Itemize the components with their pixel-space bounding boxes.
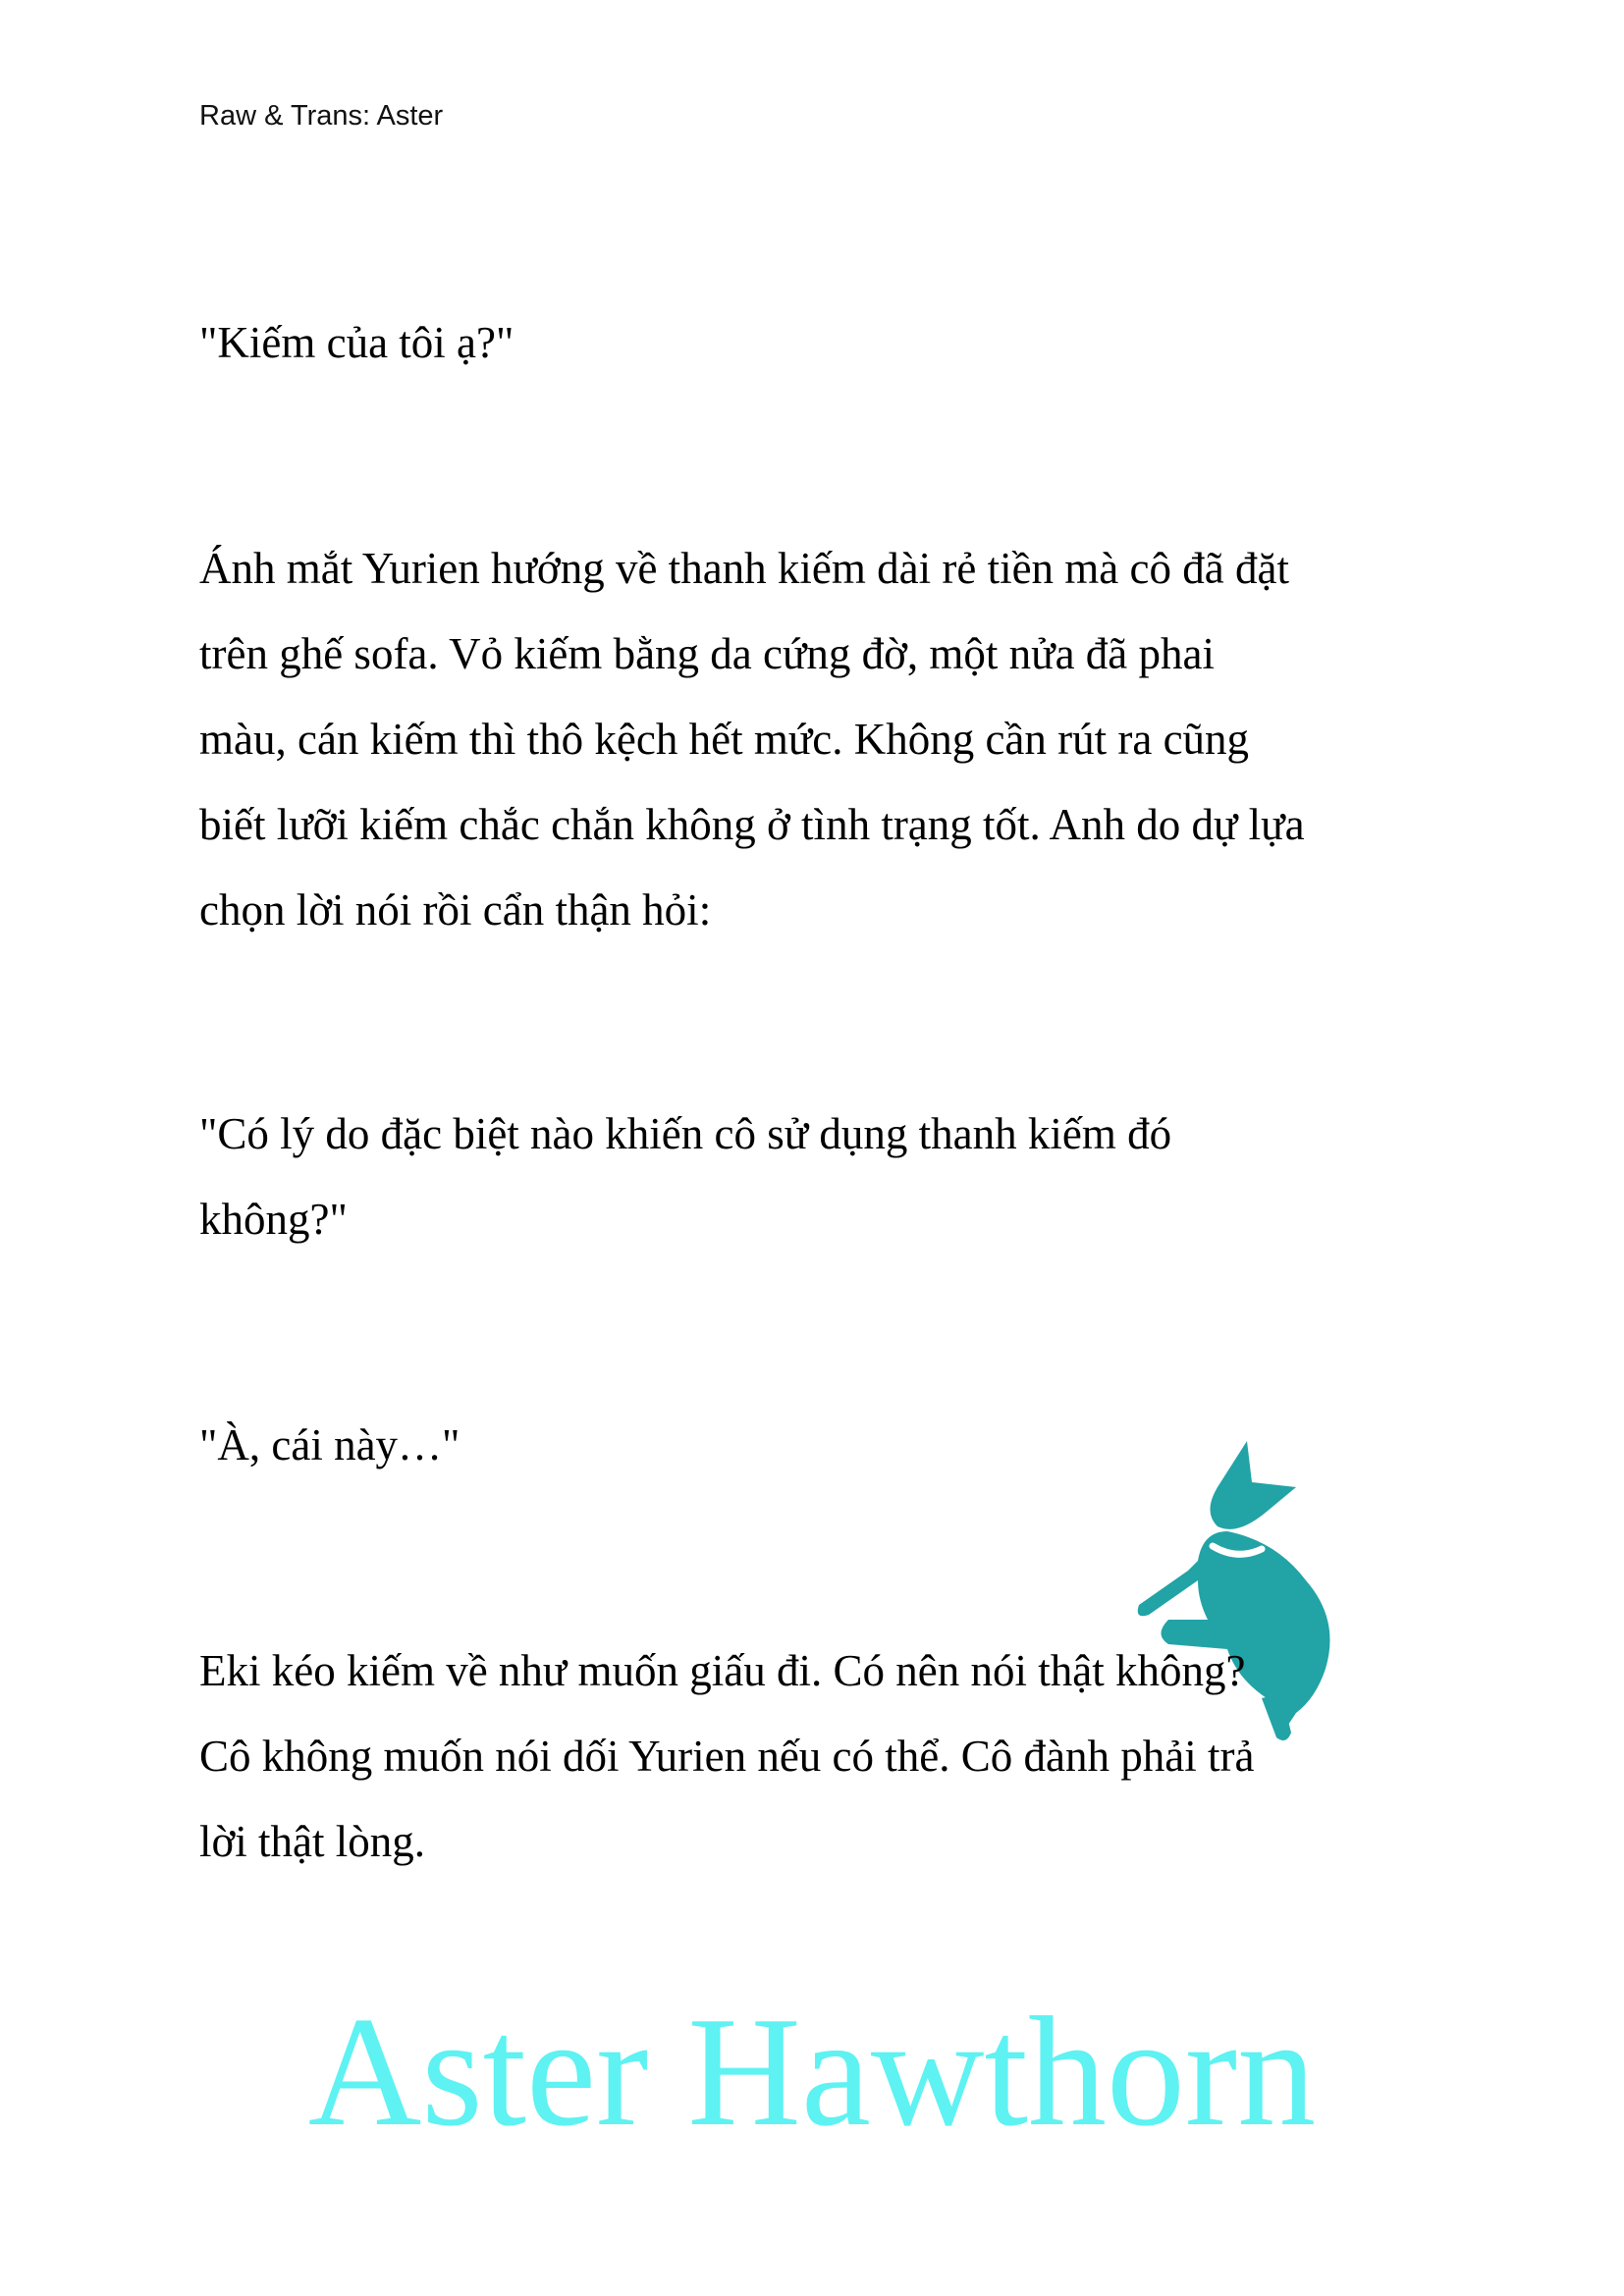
paragraph-5 [199, 1629, 1254, 1885]
text-line: "À, cái này…" [199, 1420, 460, 1469]
text-line: trên ghế sofa. Vỏ kiếm bằng da cứng đờ, một nửa đã phai [199, 629, 1215, 678]
text-line: lời thật lòng. [199, 1817, 426, 1866]
text-line: Ánh mắt Yurien hướng về thanh kiếm dài rẻ tiền mà cô đã đặt [199, 544, 1289, 593]
paragraph-2 [199, 526, 1305, 953]
text-line: "Kiếm của tôi ạ?" [199, 318, 514, 367]
text-line: biết lưỡi kiếm chắc chắn không ở tình trạng tốt. Anh do dự lựa [199, 800, 1305, 849]
text-line: màu, cán kiếm thì thô kệch hết mức. Không cần rút ra cũng [199, 715, 1250, 764]
paragraph-1 [199, 300, 514, 386]
text-line: Cô không muốn nói dối Yurien nếu có thể. Cô đành phải trả [199, 1732, 1255, 1781]
paragraph-4 [199, 1403, 460, 1488]
text-line: chọn lời nói rồi cẩn thận hỏi: [199, 885, 712, 934]
text-line: "Có lý do đặc biệt nào khiến cô sử dụng thanh kiếm đó [199, 1109, 1172, 1158]
text-line: không?" [199, 1195, 348, 1244]
translator-credit: Raw & Trans: Aster [199, 100, 444, 132]
watermark-text: Aster Hawthorn [307, 1984, 1317, 2159]
paragraph-3 [199, 1092, 1171, 1262]
text-line: Eki kéo kiếm về như muốn giấu đi. Có nên nói thật không? [199, 1646, 1246, 1695]
